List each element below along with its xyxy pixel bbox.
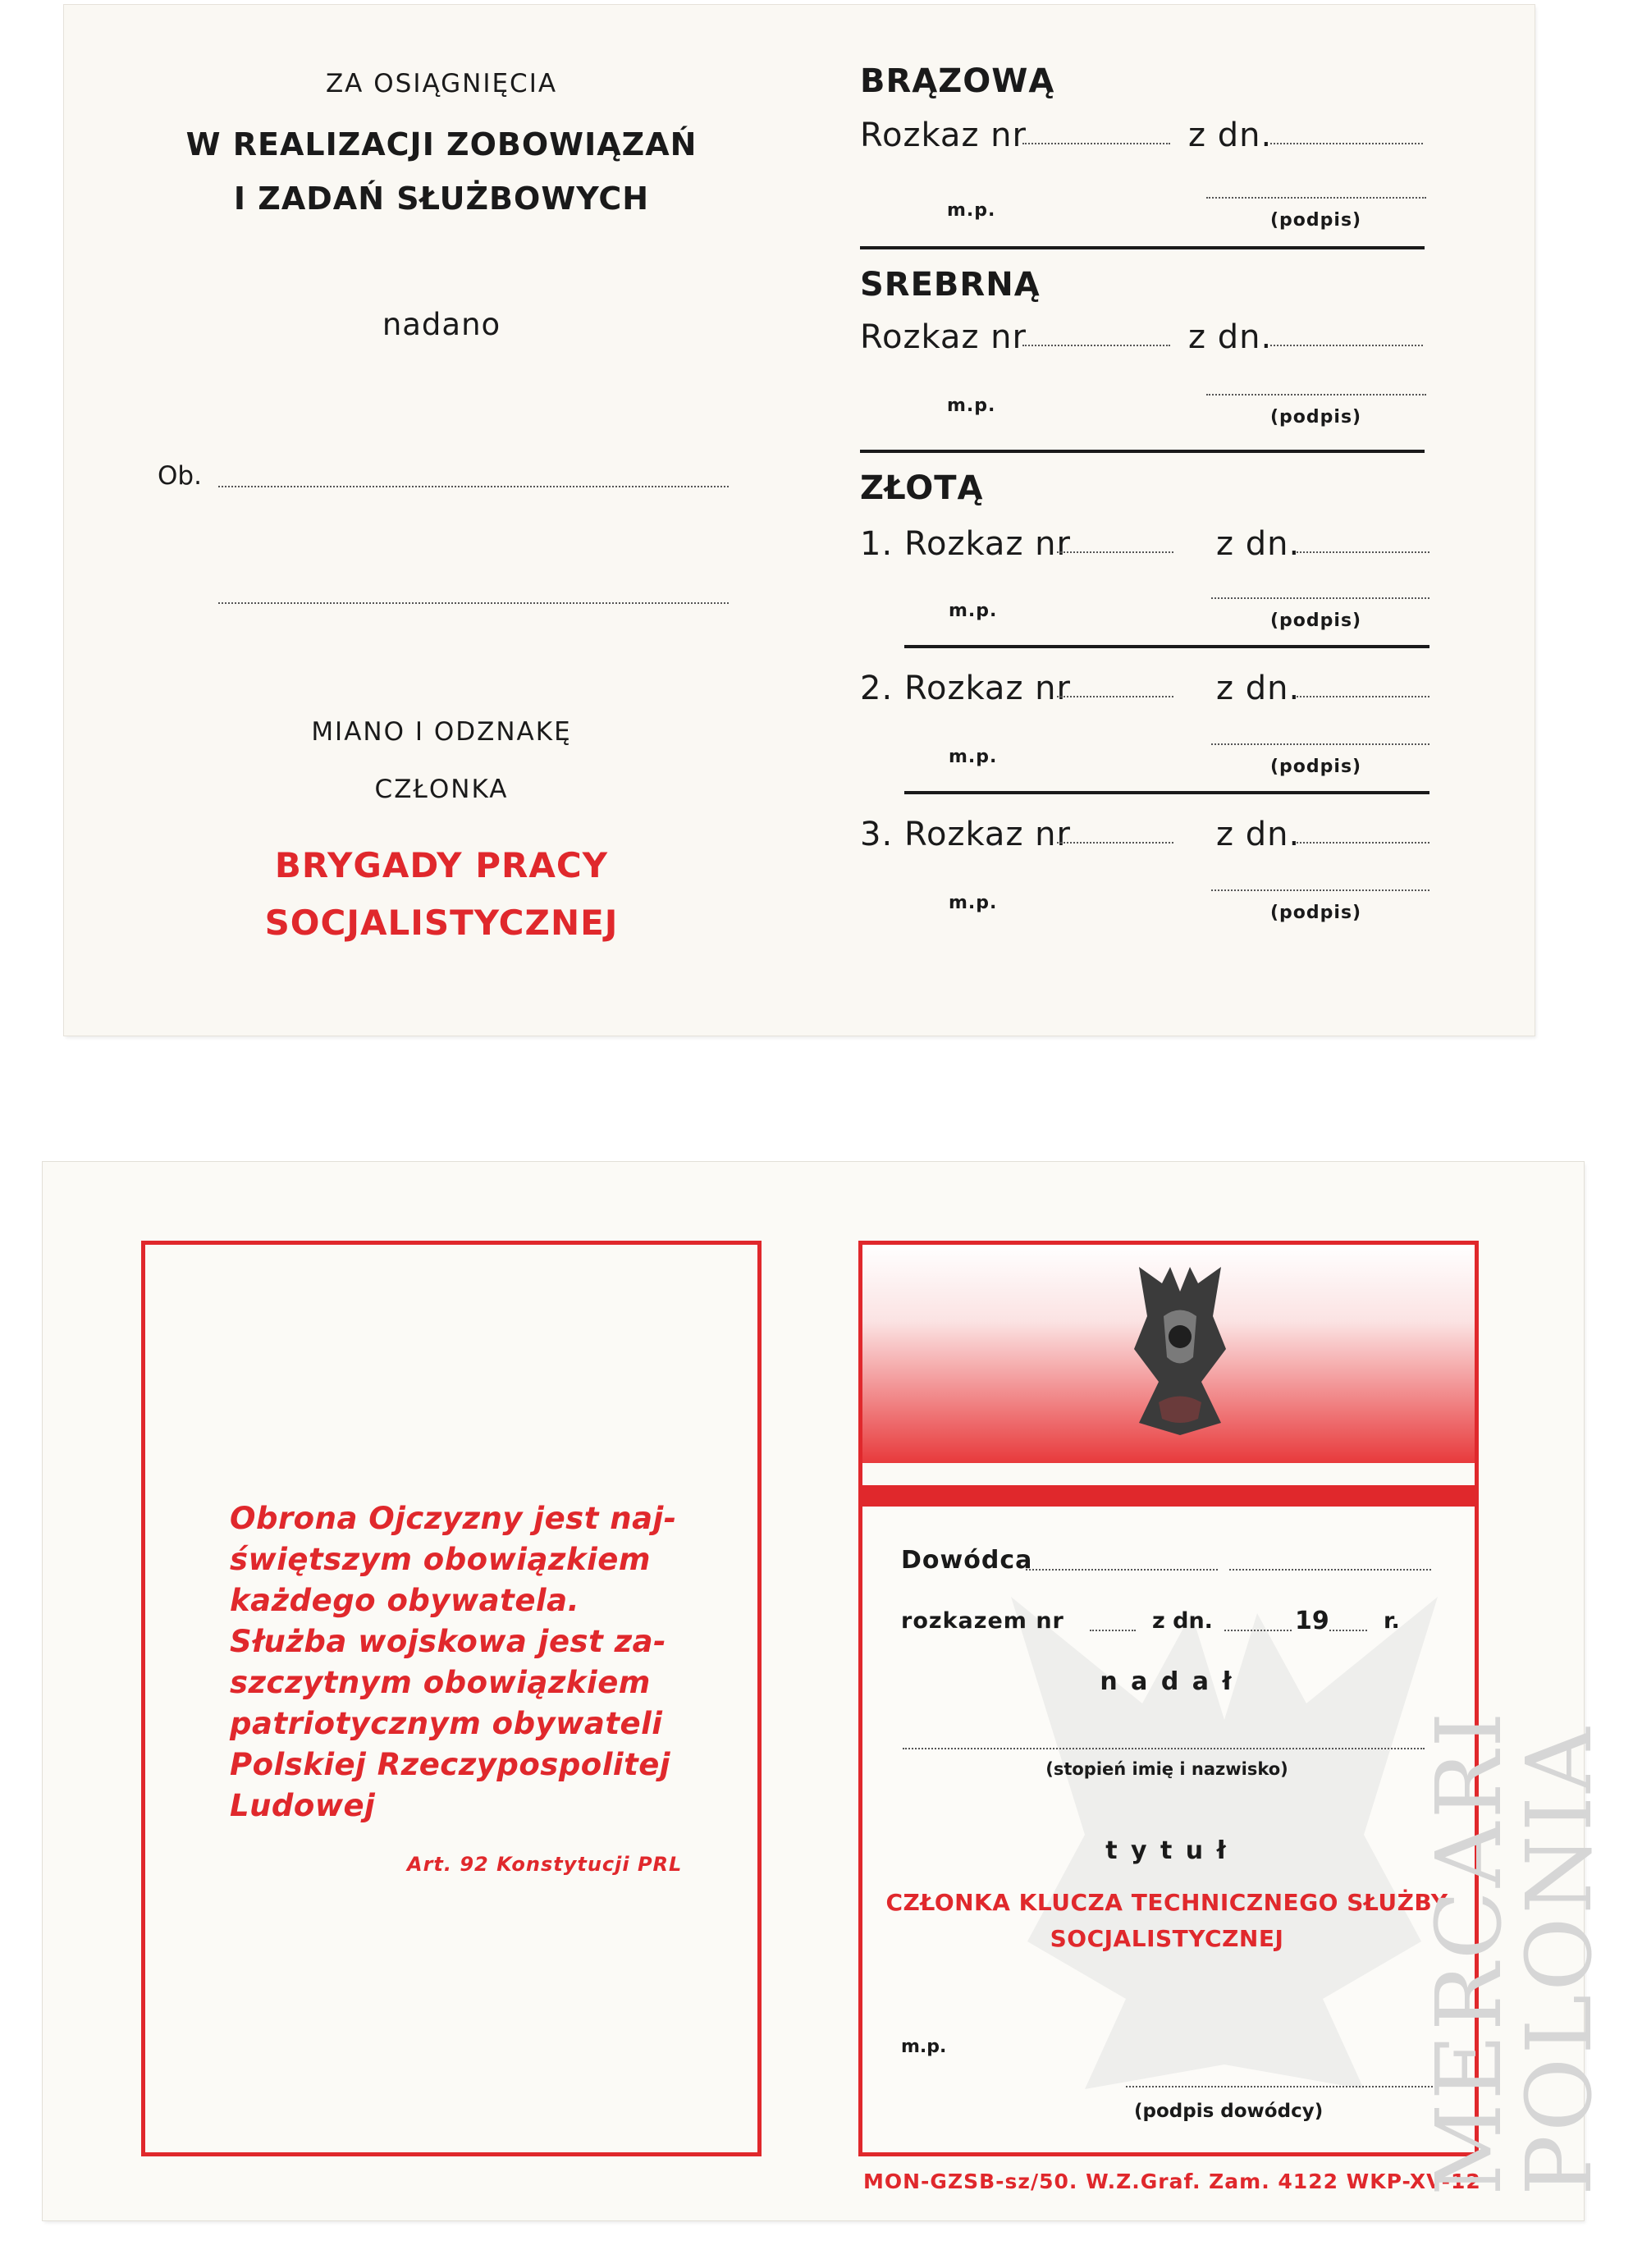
constitution-quote	[230, 1498, 677, 1827]
recipient-line	[903, 1748, 1425, 1749]
rozkazem-zdn-label: z dn.	[1152, 1608, 1213, 1634]
rozkazem-nr-line	[1090, 1630, 1136, 1631]
zlota-3-number: 3.	[860, 816, 894, 853]
zlota-3-zdn-label: z dn.	[1216, 816, 1301, 853]
zlota-3-podpis: (podpis)	[1270, 903, 1362, 923]
brygady-line2: SOCJALISTYCZNEJ	[264, 903, 619, 943]
divider-1	[860, 246, 1425, 249]
zlota-3-mp: m.p.	[949, 893, 998, 913]
srebrna-signature-line	[1206, 394, 1426, 396]
podpis-dowodcy: (podpis dowódcy)	[1134, 2101, 1324, 2122]
heading-line2: W REALIZACJI ZOBOWIĄZAŃ	[185, 126, 698, 162]
zlota-3-signature-line	[1211, 889, 1429, 891]
zlota-1-date-line	[1297, 551, 1429, 553]
title-line1: CZŁONKA KLUCZA TECHNICZNEGO SŁUŻBY	[885, 1889, 1448, 1916]
zlota-2-date-line	[1297, 696, 1429, 697]
watermark-polonia: POLONIA	[1507, 1724, 1612, 2196]
quote-line: Obrona Ojczyzny jest naj-	[230, 1501, 677, 1536]
zlota-1-number: 1.	[860, 525, 894, 563]
quote-line: każdego obywatela.	[230, 1583, 580, 1618]
zlota-2-signature-line	[1211, 743, 1429, 745]
rozkazem-label: rozkazem nr	[901, 1608, 1064, 1634]
brazowa-podpis: (podpis)	[1270, 210, 1362, 231]
divider-2	[860, 450, 1425, 453]
nadano-label: nadano	[382, 307, 501, 342]
srebrna-rozkaz-label: Rozkaz nr	[860, 318, 1027, 356]
award-mp: m.p.	[901, 2037, 947, 2057]
brygady-line1: BRYGADY PRACY	[274, 845, 609, 885]
zlota-2-mp: m.p.	[949, 747, 998, 767]
miano-label: MIANO I ODZNAKĘ	[311, 717, 572, 747]
brazowa-signature-line	[1206, 197, 1426, 199]
zlota-1-podpis: (podpis)	[1270, 610, 1362, 631]
srebrna-heading: SREBRNĄ	[860, 266, 1041, 304]
nadal-label: n a d a ł	[1100, 1667, 1234, 1696]
quote-source: Art. 92 Konstytucji PRL	[407, 1853, 683, 1876]
brazowa-date-line	[1270, 143, 1423, 144]
srebrna-zdn-label: z dn.	[1188, 318, 1273, 356]
zlota-3-date-line	[1297, 842, 1429, 844]
heading-line3: I ZADAŃ SŁUŻBOWYCH	[233, 181, 650, 217]
dowodca-line-1	[1026, 1569, 1218, 1571]
rozkazem-date-line	[1224, 1630, 1292, 1631]
ob-label: Ob.	[158, 461, 202, 491]
zlota-3-nr-line	[1057, 842, 1173, 844]
red-band	[862, 1485, 1475, 1507]
title-line2: SOCJALISTYCZNEJ	[1050, 1925, 1284, 1952]
srebrna-nr-line	[1022, 345, 1170, 346]
year-prefix: 19	[1295, 1607, 1329, 1635]
zlota-1-signature-line	[1211, 597, 1429, 599]
quote-line: patriotycznym obywateli	[230, 1706, 663, 1741]
eagle-emblem-icon	[1123, 1259, 1237, 1439]
watermark-mercari: MERCARI	[1416, 1708, 1521, 2196]
commander-signature-line	[1126, 2086, 1433, 2087]
quote-line: Polskiej Rzeczypospolitej	[230, 1747, 671, 1782]
zlota-heading: ZŁOTĄ	[860, 469, 984, 507]
quote-line: Służba wojskowa jest za-	[230, 1624, 667, 1659]
quote-line: świętszym obowiązkiem	[230, 1542, 651, 1577]
zlota-2-zdn-label: z dn.	[1216, 670, 1301, 707]
brazowa-rozkaz-label: Rozkaz nr	[860, 117, 1027, 154]
zlota-2-number: 2.	[860, 670, 894, 707]
heading-line1: ZA OSIĄGNIĘCIA	[325, 69, 558, 98]
srebrna-podpis: (podpis)	[1270, 407, 1362, 428]
tytul-label: t y t u ł	[1105, 1836, 1228, 1865]
divider-3	[904, 645, 1429, 648]
name-line-2	[218, 602, 729, 604]
brazowa-mp: m.p.	[947, 200, 996, 221]
zlota-1-rozkaz-label: Rozkaz nr	[904, 525, 1071, 563]
zlota-3-rozkaz-label: Rozkaz nr	[904, 816, 1071, 853]
dowodca-label: Dowódca	[901, 1546, 1033, 1575]
dowodca-line-2	[1229, 1569, 1431, 1571]
name-line-1	[218, 486, 729, 487]
zlota-1-zdn-label: z dn.	[1216, 525, 1301, 563]
brazowa-heading: BRĄZOWĄ	[860, 62, 1055, 100]
zlota-1-mp: m.p.	[949, 601, 998, 621]
srebrna-date-line	[1270, 345, 1423, 346]
print-footer: MON-GZSB-sz/50. W.Z.Graf. Zam. 4122 WKP-XV-12	[863, 2170, 1481, 2193]
zlota-2-rozkaz-label: Rozkaz nr	[904, 670, 1071, 707]
quote-line: Ludowej	[230, 1788, 376, 1823]
czlonka-label: CZŁONKA	[374, 775, 509, 804]
award-card-bottom	[43, 1162, 1584, 2220]
year-suffix: r.	[1384, 1608, 1400, 1634]
year-line	[1329, 1630, 1367, 1631]
brazowa-zdn-label: z dn.	[1188, 117, 1273, 154]
zlota-2-podpis: (podpis)	[1270, 757, 1362, 777]
zlota-2-nr-line	[1057, 696, 1173, 697]
divider-4	[904, 791, 1429, 794]
zlota-1-nr-line	[1057, 551, 1173, 553]
quote-line: szczytnym obowiązkiem	[230, 1665, 651, 1700]
srebrna-mp: m.p.	[947, 396, 996, 416]
award-body	[862, 1510, 1475, 2152]
brazowa-nr-line	[1022, 143, 1170, 144]
stopien-caption: (stopień imię i nazwisko)	[1045, 1759, 1288, 1779]
award-card-top	[64, 5, 1535, 1036]
